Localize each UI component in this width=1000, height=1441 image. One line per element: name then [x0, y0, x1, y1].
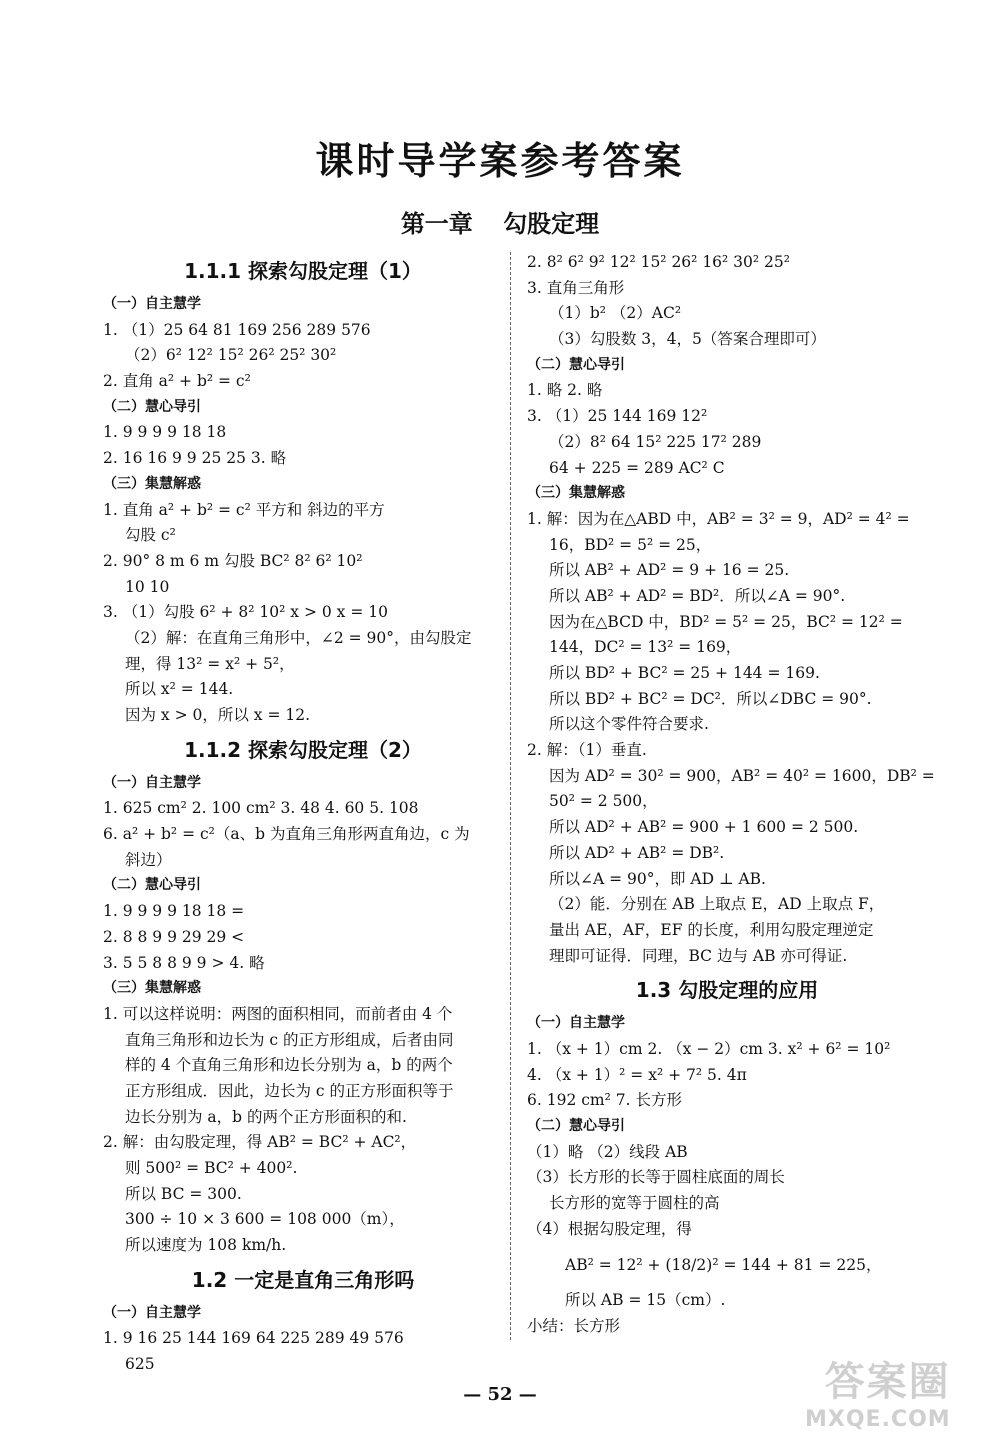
answer-line: （2）6² 12² 15² 26² 25² 30² [125, 346, 337, 365]
answer-line: 6. 192 cm² 7. 长方形 [527, 1091, 682, 1110]
answer-line: （2）8² 64 15² 225 17² 289 [549, 432, 762, 451]
answer-line: 3. （1）25 144 169 12² [527, 407, 708, 426]
answer-line: 所以 BD² + BC² = 25 + 144 = 169. [549, 664, 820, 682]
answer-line: 1. 9 16 25 144 169 64 225 289 49 576 [103, 1329, 404, 1348]
answer-line: 小结：长方形 [527, 1317, 621, 1336]
subsection-heading: （二）慧心导引 [527, 356, 625, 373]
answer-line: 所以 AB² + AD² = 9 + 16 = 25. [549, 561, 790, 580]
answer-line: 1. 625 cm² 2. 100 cm² 3. 48 4. 60 5. 108 [103, 799, 419, 818]
right-column [527, 250, 935, 1340]
subsection-heading: （一）自主慧学 [103, 1304, 201, 1321]
answer-line: 因为 x > 0，所以 x = 12. [125, 706, 311, 724]
answer-line: 勾股 c² [125, 526, 176, 545]
answer-line: 1. 解：因为在△ABD 中，AB² = 3² = 9，AD² = 4² = [527, 509, 910, 528]
answer-line: 所以 AD² + AB² = DB². [549, 843, 725, 862]
answer-line: 16，BD² = 5² = 25， [549, 535, 712, 554]
subsection-heading: （一）自主慧学 [103, 774, 201, 791]
answer-line: （2）解：在直角三角形中，∠2 = 90°，由勾股定 [125, 628, 472, 647]
answer-line: 长方形的宽等于圆柱的高 [549, 1194, 720, 1213]
answer-line: 2. 8 8 9 9 29 29 < [103, 927, 245, 946]
answer-line: 所以 AB = 15（cm）. [565, 1291, 726, 1310]
answer-line: 所以 BC = 300. [125, 1184, 242, 1203]
answer-line: 1. 9 9 9 9 18 18 [103, 423, 227, 442]
answer-line: 2. 解：（1）垂直. [527, 741, 647, 760]
subsection-heading: （一）自主慧学 [527, 1015, 625, 1032]
subsection-heading: （二）慧心导引 [103, 398, 201, 415]
answer-line: （1）略 （2）线段 AB [527, 1142, 688, 1161]
page-title: 课时导学案参考答案 [315, 139, 685, 183]
answer-line: 所以 x² = 144. [125, 680, 234, 699]
answer-line: （4）根据勾股定理，得 [527, 1219, 692, 1238]
watermark-url: MXQE.COM [805, 1407, 951, 1432]
answer-line: 边长分别为 a，b 的两个正方形面积的和. [125, 1107, 407, 1126]
subsection-heading: （一）自主慧学 [103, 296, 201, 312]
subsection-heading: （三）集慧解惑 [103, 980, 201, 997]
answer-line: 1. （x + 1）cm 2. （x − 2）cm 3. x² + 6² = 10² [527, 1039, 891, 1058]
answer-line: 3. 5 5 8 8 9 9 > 4. 略 [103, 953, 265, 972]
section-heading: 1.1.1 探索勾股定理（1） [184, 259, 422, 283]
answer-line: 1. 略 2. 略 [527, 381, 603, 400]
answer-line: 64 + 225 = 289 AC² C [549, 458, 725, 477]
answer-line: 理，得 13² = x² + 5²， [125, 654, 295, 673]
answer-line: 1. 可以这样说明：两图的面积相同，而前者由 4 个 [103, 1004, 453, 1023]
answer-line: 则 500² = BC² + 400². [125, 1159, 298, 1177]
answer-line: 因为在△BCD 中，BD² = 5² = 25，BC² = 12² = [549, 612, 903, 631]
subsection-heading: （三）集慧解惑 [103, 475, 201, 492]
answer-line: （1）b² （2）AC² [549, 304, 682, 323]
column-divider [510, 252, 511, 1340]
answer-line: （3）勾股数 3，4，5（答案合理即可） [549, 330, 826, 349]
answer-line: 50² = 2 500， [549, 792, 658, 811]
answer-line: 2. 直角 a² + b² = c² [103, 372, 251, 391]
answer-line: 1. 直角 a² + b² = c² 平方和 斜边的平方 [103, 500, 385, 519]
watermark [805, 1350, 951, 1432]
subsection-heading: （三）集慧解惑 [527, 485, 625, 502]
answer-line: 2. 解：由勾股定理，得 AB² = BC² + AC²， [103, 1133, 417, 1152]
answer-line: 斜边） [125, 850, 172, 869]
answer-line: 所以这个零件符合要求. [549, 715, 709, 734]
answer-line: 直角三角形和边长为 c 的正方形组成，后者由同 [125, 1030, 454, 1049]
section-heading: 1.1.2 探索勾股定理（2） [184, 737, 422, 762]
page-number: — 52 — [463, 1384, 537, 1405]
answer-line: 10 10 [125, 577, 170, 596]
answer-line: 1. （1）25 64 81 169 256 289 576 [103, 320, 371, 339]
answer-line: 所以速度为 108 km/h. [125, 1236, 287, 1255]
answer-line: 量出 AE，AF，EF 的长度，利用勾股定理逆定 [549, 920, 874, 939]
watermark-logo: 答案圈 [824, 1359, 951, 1405]
left-column [103, 250, 503, 1378]
answer-line: 2. 16 16 9 9 25 25 3. 略 [103, 449, 287, 468]
answer-line: 1. 9 9 9 9 18 18 = [103, 902, 245, 921]
answer-line: （2）能．分别在 AB 上取点 E，AD 上取点 F， [549, 895, 885, 914]
answer-line: 6. a² + b² = c²（a、b 为直角三角形两直角边，c 为 [103, 825, 470, 844]
subsection-heading: （二）慧心导引 [527, 1118, 625, 1134]
answer-line: 所以 AB² + AD² = BD²．所以∠A = 90°. [549, 586, 846, 605]
answer-line: AB² = 12² + (18/2)² = 144 + 81 = 225， [565, 1256, 882, 1275]
answer-line: 所以∠A = 90°，即 AD ⊥ AB. [549, 869, 766, 888]
answer-line: 4. （x + 1）² = x² + 7² 5. 4π [527, 1065, 747, 1084]
answer-line: 625 [125, 1355, 155, 1374]
answer-line: 3. （1）勾股 6² + 8² 10² x > 0 x = 10 [103, 603, 388, 622]
answer-line: （3）长方形的长等于圆柱底面的周长 [527, 1168, 785, 1187]
answer-line: 所以 BD² + BC² = DC²．所以∠DBC = 90°. [549, 689, 872, 708]
answer-line: 理即可证得．同理，BC 边与 AB 亦可得证. [549, 946, 848, 965]
answer-line: 2. 90° 8 m 6 m 勾股 BC² 8² 6² 10² [103, 551, 363, 570]
answer-line: 正方形组成．因此，边长为 c 的正方形面积等于 [125, 1081, 454, 1100]
answer-line: 3. 直角三角形 [527, 278, 625, 297]
answer-line: 样的 4 个直角三角形和边长分别为 a，b 的两个 [125, 1056, 453, 1075]
answer-line: 2. 8² 6² 9² 12² 15² 26² 16² 30² 25² [527, 253, 790, 271]
answer-line: 300 ÷ 10 × 3 600 = 108 000（m）， [125, 1210, 405, 1229]
subsection-heading: （二）慧心导引 [103, 877, 201, 894]
answer-line: 因为 AD² = 30² = 900，AB² = 40² = 1600，DB² = [549, 766, 935, 785]
answer-line: 所以 AD² + AB² = 900 + 1 600 = 2 500. [549, 818, 859, 837]
section-heading: 1.3 勾股定理的应用 [635, 978, 819, 1003]
answer-line: 144，DC² = 13² = 169， [549, 638, 742, 657]
section-heading: 1.2 一定是直角三角形吗 [191, 1267, 415, 1292]
chapter-title: 第一章 勾股定理 [400, 210, 600, 238]
